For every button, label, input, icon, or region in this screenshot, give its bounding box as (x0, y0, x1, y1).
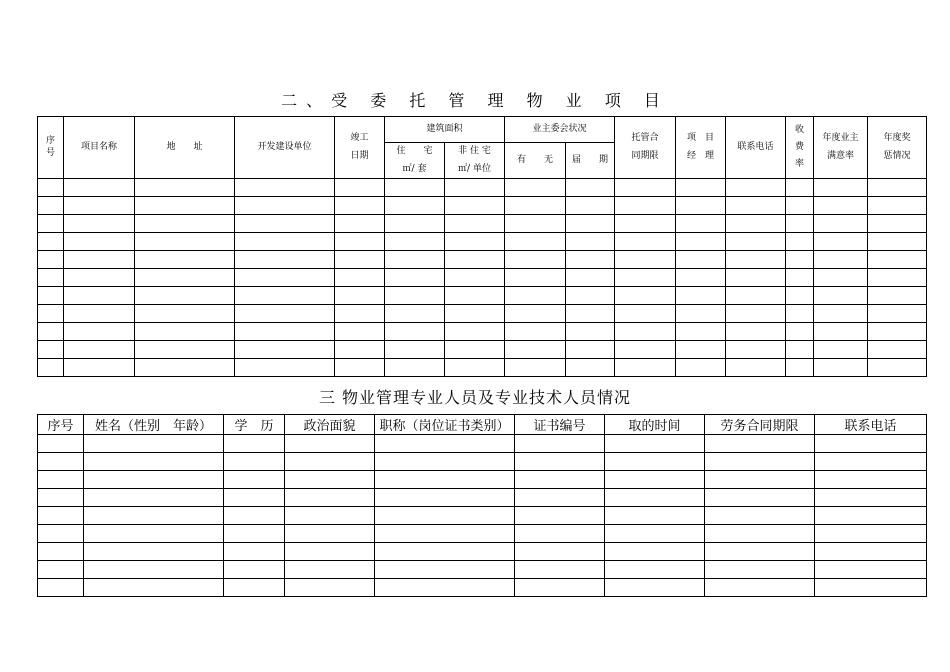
table-cell[interactable] (786, 287, 814, 305)
table-cell[interactable] (135, 215, 235, 233)
table-cell[interactable] (814, 323, 868, 341)
table-cell[interactable] (375, 561, 515, 579)
table-cell[interactable] (615, 215, 676, 233)
table-cell[interactable] (515, 543, 605, 561)
staff-header-cell: 联系电话 (815, 415, 927, 435)
table-cell[interactable] (815, 435, 927, 453)
header-building-area: 建筑面积 (385, 117, 505, 143)
table-cell[interactable] (385, 179, 445, 197)
table-cell[interactable] (605, 453, 705, 471)
table-cell[interactable] (445, 233, 505, 251)
table-cell[interactable] (505, 341, 566, 359)
table-cell[interactable] (445, 323, 505, 341)
table-cell[interactable] (235, 341, 335, 359)
table-cell[interactable] (505, 359, 566, 377)
section3-title: 三 物业管理专业人员及专业技术人员情况 (318, 388, 632, 407)
table-cell[interactable] (285, 525, 375, 543)
table-cell[interactable] (84, 489, 224, 507)
table-cell[interactable] (615, 233, 676, 251)
table-row (38, 453, 927, 471)
table-cell[interactable] (815, 525, 927, 543)
table-cell[interactable] (38, 507, 84, 525)
table-cell[interactable] (868, 179, 927, 197)
table-cell[interactable] (605, 525, 705, 543)
table-row (38, 579, 927, 597)
table-cell[interactable] (726, 251, 786, 269)
table-cell[interactable] (726, 179, 786, 197)
table-cell[interactable] (868, 251, 927, 269)
table-cell[interactable] (375, 435, 515, 453)
table-cell[interactable] (786, 323, 814, 341)
table-cell[interactable] (786, 305, 814, 323)
header-project-manager: 项 目 经 理 (676, 117, 726, 179)
table-cell[interactable] (135, 197, 235, 215)
table-cell[interactable] (38, 435, 84, 453)
table-cell[interactable] (64, 287, 135, 305)
table-cell[interactable] (224, 453, 285, 471)
table-cell[interactable] (705, 453, 815, 471)
table-cell[interactable] (38, 215, 64, 233)
table-cell[interactable] (375, 471, 515, 489)
table-cell[interactable] (605, 561, 705, 579)
table-cell[interactable] (38, 341, 64, 359)
table-cell[interactable] (224, 489, 285, 507)
table-cell[interactable] (285, 579, 375, 597)
table-cell[interactable] (375, 579, 515, 597)
header-seq: 序 号 (38, 117, 64, 179)
table-cell[interactable] (385, 341, 445, 359)
table-row (38, 561, 927, 579)
table-cell[interactable] (385, 197, 445, 215)
table-cell[interactable] (445, 305, 505, 323)
table-cell[interactable] (676, 323, 726, 341)
table-row (38, 341, 927, 359)
table-cell[interactable] (726, 197, 786, 215)
table-cell[interactable] (505, 251, 566, 269)
table-cell[interactable] (615, 287, 676, 305)
table-cell[interactable] (135, 269, 235, 287)
header-owner-satisfaction: 年度业主 满意率 (814, 117, 868, 179)
table-cell[interactable] (235, 197, 335, 215)
table-cell[interactable] (726, 305, 786, 323)
table-cell[interactable] (814, 269, 868, 287)
table-cell[interactable] (786, 251, 814, 269)
table-cell[interactable] (515, 453, 605, 471)
table-cell[interactable] (815, 561, 927, 579)
table-cell[interactable] (676, 233, 726, 251)
table-cell[interactable] (868, 269, 927, 287)
table-cell[interactable] (385, 323, 445, 341)
table-row (38, 251, 927, 269)
table-cell[interactable] (605, 489, 705, 507)
staff-header-cell: 姓名（性别 年龄） (84, 415, 224, 435)
table-cell[interactable] (38, 197, 64, 215)
table-cell[interactable] (868, 323, 927, 341)
table-cell[interactable] (335, 269, 385, 287)
staff-table-header (38, 415, 927, 435)
table-cell[interactable] (385, 251, 445, 269)
table-cell[interactable] (445, 287, 505, 305)
table-cell[interactable] (84, 435, 224, 453)
table-cell[interactable] (38, 323, 64, 341)
table-cell[interactable] (84, 453, 224, 471)
table-cell[interactable] (786, 233, 814, 251)
table-cell[interactable] (566, 179, 615, 197)
table-cell[interactable] (375, 525, 515, 543)
table-cell[interactable] (566, 341, 615, 359)
table-cell[interactable] (726, 287, 786, 305)
table-cell[interactable] (224, 471, 285, 489)
table-cell[interactable] (135, 323, 235, 341)
table-cell[interactable] (705, 543, 815, 561)
table-cell[interactable] (676, 179, 726, 197)
section2-title: 二、受 委 托 管 理 物 业 项 目 (281, 91, 669, 110)
table-cell[interactable] (515, 435, 605, 453)
table-cell[interactable] (605, 543, 705, 561)
table-cell[interactable] (815, 453, 927, 471)
table-cell[interactable] (135, 359, 235, 377)
table-cell[interactable] (64, 179, 135, 197)
table-cell[interactable] (375, 543, 515, 561)
table-cell[interactable] (38, 543, 84, 561)
header-awards: 年度奖 惩情况 (868, 117, 927, 179)
table-cell[interactable] (38, 489, 84, 507)
table-cell[interactable] (38, 525, 84, 543)
table-cell[interactable] (726, 233, 786, 251)
table-cell[interactable] (135, 341, 235, 359)
managed-projects-table (37, 116, 927, 377)
table-cell[interactable] (335, 287, 385, 305)
table-cell[interactable] (64, 197, 135, 215)
table-cell[interactable] (868, 197, 927, 215)
table-cell[interactable] (385, 359, 445, 377)
header-completion-date: 竣工 日期 (335, 117, 385, 179)
table-cell[interactable] (566, 269, 615, 287)
table-cell[interactable] (815, 543, 927, 561)
table-cell[interactable] (814, 197, 868, 215)
table-cell[interactable] (445, 251, 505, 269)
table-cell[interactable] (505, 287, 566, 305)
table-cell[interactable] (385, 305, 445, 323)
header-contract-term: 托管合 同期限 (615, 117, 676, 179)
table-cell[interactable] (38, 287, 64, 305)
table-cell[interactable] (285, 561, 375, 579)
table-cell[interactable] (445, 179, 505, 197)
table-cell[interactable] (615, 179, 676, 197)
table-cell[interactable] (505, 197, 566, 215)
table-cell[interactable] (615, 269, 676, 287)
table-cell[interactable] (676, 269, 726, 287)
table-cell[interactable] (814, 359, 868, 377)
table-cell[interactable] (64, 233, 135, 251)
table-cell[interactable] (285, 453, 375, 471)
table-cell[interactable] (135, 179, 235, 197)
staff-header-cell: 职称（岗位证书类别） (375, 415, 515, 435)
table-cell[interactable] (64, 251, 135, 269)
table-cell[interactable] (726, 215, 786, 233)
table-cell[interactable] (786, 197, 814, 215)
table-cell[interactable] (385, 269, 445, 287)
table-cell[interactable] (235, 179, 335, 197)
table-cell[interactable] (38, 453, 84, 471)
table-cell[interactable] (135, 251, 235, 269)
table-cell[interactable] (445, 341, 505, 359)
table-cell[interactable] (515, 525, 605, 543)
table-cell[interactable] (64, 305, 135, 323)
table-cell[interactable] (566, 233, 615, 251)
table-cell[interactable] (868, 287, 927, 305)
table-cell[interactable] (868, 341, 927, 359)
table-cell[interactable] (515, 507, 605, 525)
table-cell[interactable] (505, 305, 566, 323)
table-cell[interactable] (335, 359, 385, 377)
table-cell[interactable] (235, 359, 335, 377)
table-cell[interactable] (505, 323, 566, 341)
table-cell[interactable] (38, 233, 64, 251)
table-cell[interactable] (786, 341, 814, 359)
table-row (38, 287, 927, 305)
table-cell[interactable] (84, 543, 224, 561)
table-cell[interactable] (786, 215, 814, 233)
table-cell[interactable] (566, 251, 615, 269)
header-fee-rate: 收 费 率 (786, 117, 814, 179)
table-cell[interactable] (285, 489, 375, 507)
table-cell[interactable] (726, 269, 786, 287)
table-cell[interactable] (505, 233, 566, 251)
table-cell[interactable] (814, 287, 868, 305)
table-cell[interactable] (385, 215, 445, 233)
table-cell[interactable] (84, 471, 224, 489)
table-cell[interactable] (135, 287, 235, 305)
header-nonresidential: 非 住 宅 ㎡/ 单位 (445, 143, 505, 179)
table-cell[interactable] (285, 471, 375, 489)
table-cell[interactable] (615, 251, 676, 269)
table-cell[interactable] (84, 579, 224, 597)
table-cell[interactable] (868, 359, 927, 377)
header-has-committee: 有 无 (505, 143, 566, 179)
staff-table (37, 414, 927, 597)
table-cell[interactable] (335, 305, 385, 323)
table-cell[interactable] (64, 341, 135, 359)
table-cell[interactable] (375, 489, 515, 507)
table-row (38, 435, 927, 453)
table-cell[interactable] (566, 305, 615, 323)
table-row (38, 323, 927, 341)
table-cell[interactable] (815, 579, 927, 597)
table-cell[interactable] (705, 435, 815, 453)
header-owners-committee: 业主委会状况 (505, 117, 615, 143)
table-cell[interactable] (605, 579, 705, 597)
table-row (38, 359, 927, 377)
header-committee-term: 届 期 (566, 143, 615, 179)
table-cell[interactable] (615, 341, 676, 359)
managed-projects-rows (38, 179, 927, 377)
table-cell[interactable] (235, 287, 335, 305)
table-cell[interactable] (445, 215, 505, 233)
table-cell[interactable] (566, 215, 615, 233)
table-cell[interactable] (335, 341, 385, 359)
table-cell[interactable] (786, 179, 814, 197)
table-cell[interactable] (135, 305, 235, 323)
table-cell[interactable] (235, 269, 335, 287)
table-cell[interactable] (515, 489, 605, 507)
table-row (38, 215, 927, 233)
header-residential: 住 宅 ㎡/ 套 (385, 143, 445, 179)
table-cell[interactable] (38, 269, 64, 287)
table-cell[interactable] (814, 341, 868, 359)
table-cell[interactable] (705, 471, 815, 489)
table-cell[interactable] (224, 543, 285, 561)
staff-header-cell: 学 历 (224, 415, 285, 435)
table-cell[interactable] (868, 305, 927, 323)
table-cell[interactable] (224, 579, 285, 597)
table-cell[interactable] (705, 525, 815, 543)
table-cell[interactable] (726, 323, 786, 341)
table-cell[interactable] (615, 305, 676, 323)
table-cell[interactable] (385, 287, 445, 305)
table-cell[interactable] (676, 251, 726, 269)
table-cell[interactable] (335, 197, 385, 215)
table-cell[interactable] (814, 305, 868, 323)
table-cell[interactable] (335, 215, 385, 233)
table-cell[interactable] (38, 251, 64, 269)
table-cell[interactable] (445, 269, 505, 287)
table-cell[interactable] (566, 323, 615, 341)
table-cell[interactable] (38, 561, 84, 579)
table-cell[interactable] (676, 197, 726, 215)
header-project-name: 项目名称 (64, 117, 135, 179)
table-cell[interactable] (515, 579, 605, 597)
table-cell[interactable] (335, 251, 385, 269)
table-row (38, 269, 927, 287)
table-cell[interactable] (705, 507, 815, 525)
table-cell[interactable] (815, 471, 927, 489)
staff-header-cell: 取的时间 (605, 415, 705, 435)
staff-rows (38, 435, 927, 597)
table-cell[interactable] (815, 507, 927, 525)
table-cell[interactable] (814, 179, 868, 197)
staff-header-cell: 证书编号 (515, 415, 605, 435)
table-cell[interactable] (235, 251, 335, 269)
header-address: 地 址 (135, 117, 235, 179)
table-cell[interactable] (84, 561, 224, 579)
table-cell[interactable] (705, 561, 815, 579)
table-cell[interactable] (38, 359, 64, 377)
table-cell[interactable] (566, 197, 615, 215)
table-cell[interactable] (814, 215, 868, 233)
table-cell[interactable] (786, 269, 814, 287)
table-cell[interactable] (505, 179, 566, 197)
table-cell[interactable] (84, 525, 224, 543)
table-cell[interactable] (705, 489, 815, 507)
table-cell[interactable] (786, 359, 814, 377)
table-cell[interactable] (224, 525, 285, 543)
table-cell[interactable] (445, 197, 505, 215)
table-row (38, 543, 927, 561)
table-cell[interactable] (505, 269, 566, 287)
table-cell[interactable] (135, 233, 235, 251)
table-cell[interactable] (868, 233, 927, 251)
table-cell[interactable] (385, 233, 445, 251)
table-cell[interactable] (335, 323, 385, 341)
header-developer: 开发建设单位 (235, 117, 335, 179)
table-cell[interactable] (375, 507, 515, 525)
table-cell[interactable] (815, 489, 927, 507)
table-cell[interactable] (285, 543, 375, 561)
table-cell[interactable] (615, 323, 676, 341)
table-cell[interactable] (38, 471, 84, 489)
header-contact-phone: 联系电话 (726, 117, 786, 179)
table-cell[interactable] (64, 323, 135, 341)
table-cell[interactable] (605, 471, 705, 489)
table-cell[interactable] (726, 341, 786, 359)
table-cell[interactable] (335, 179, 385, 197)
table-cell[interactable] (335, 233, 385, 251)
table-cell[interactable] (64, 215, 135, 233)
table-cell[interactable] (615, 359, 676, 377)
staff-header-cell: 序号 (38, 415, 84, 435)
table-cell[interactable] (566, 287, 615, 305)
table-cell[interactable] (224, 435, 285, 453)
table-row (38, 525, 927, 543)
table-cell[interactable] (84, 507, 224, 525)
table-row (38, 507, 927, 525)
table-cell[interactable] (224, 507, 285, 525)
table-cell[interactable] (64, 359, 135, 377)
table-cell[interactable] (235, 215, 335, 233)
table-row (38, 489, 927, 507)
table-cell[interactable] (285, 435, 375, 453)
table-cell[interactable] (676, 305, 726, 323)
table-cell[interactable] (38, 579, 84, 597)
table-row (38, 305, 927, 323)
table-cell[interactable] (285, 507, 375, 525)
staff-header-cell: 劳务合同期限 (705, 415, 815, 435)
table-cell[interactable] (814, 251, 868, 269)
table-cell[interactable] (615, 197, 676, 215)
table-cell[interactable] (868, 215, 927, 233)
table-row (38, 197, 927, 215)
table-cell[interactable] (676, 341, 726, 359)
table-cell[interactable] (515, 471, 605, 489)
table-cell[interactable] (676, 287, 726, 305)
table-cell[interactable] (726, 359, 786, 377)
table-cell[interactable] (38, 305, 64, 323)
table-cell[interactable] (605, 507, 705, 525)
table-cell[interactable] (505, 215, 566, 233)
table-row (38, 179, 927, 197)
table-cell[interactable] (676, 215, 726, 233)
table-cell[interactable] (375, 453, 515, 471)
table-cell[interactable] (515, 561, 605, 579)
table-cell[interactable] (235, 305, 335, 323)
table-row (38, 233, 927, 251)
table-cell[interactable] (676, 359, 726, 377)
table-cell[interactable] (224, 561, 285, 579)
table-cell[interactable] (38, 179, 64, 197)
table-cell[interactable] (445, 359, 505, 377)
table-row (38, 471, 927, 489)
table-cell[interactable] (64, 269, 135, 287)
table-cell[interactable] (605, 435, 705, 453)
table-cell[interactable] (235, 233, 335, 251)
table-cell[interactable] (705, 579, 815, 597)
table-cell[interactable] (566, 359, 615, 377)
table-cell[interactable] (235, 323, 335, 341)
staff-header-cell: 政治面貌 (285, 415, 375, 435)
table-cell[interactable] (814, 233, 868, 251)
